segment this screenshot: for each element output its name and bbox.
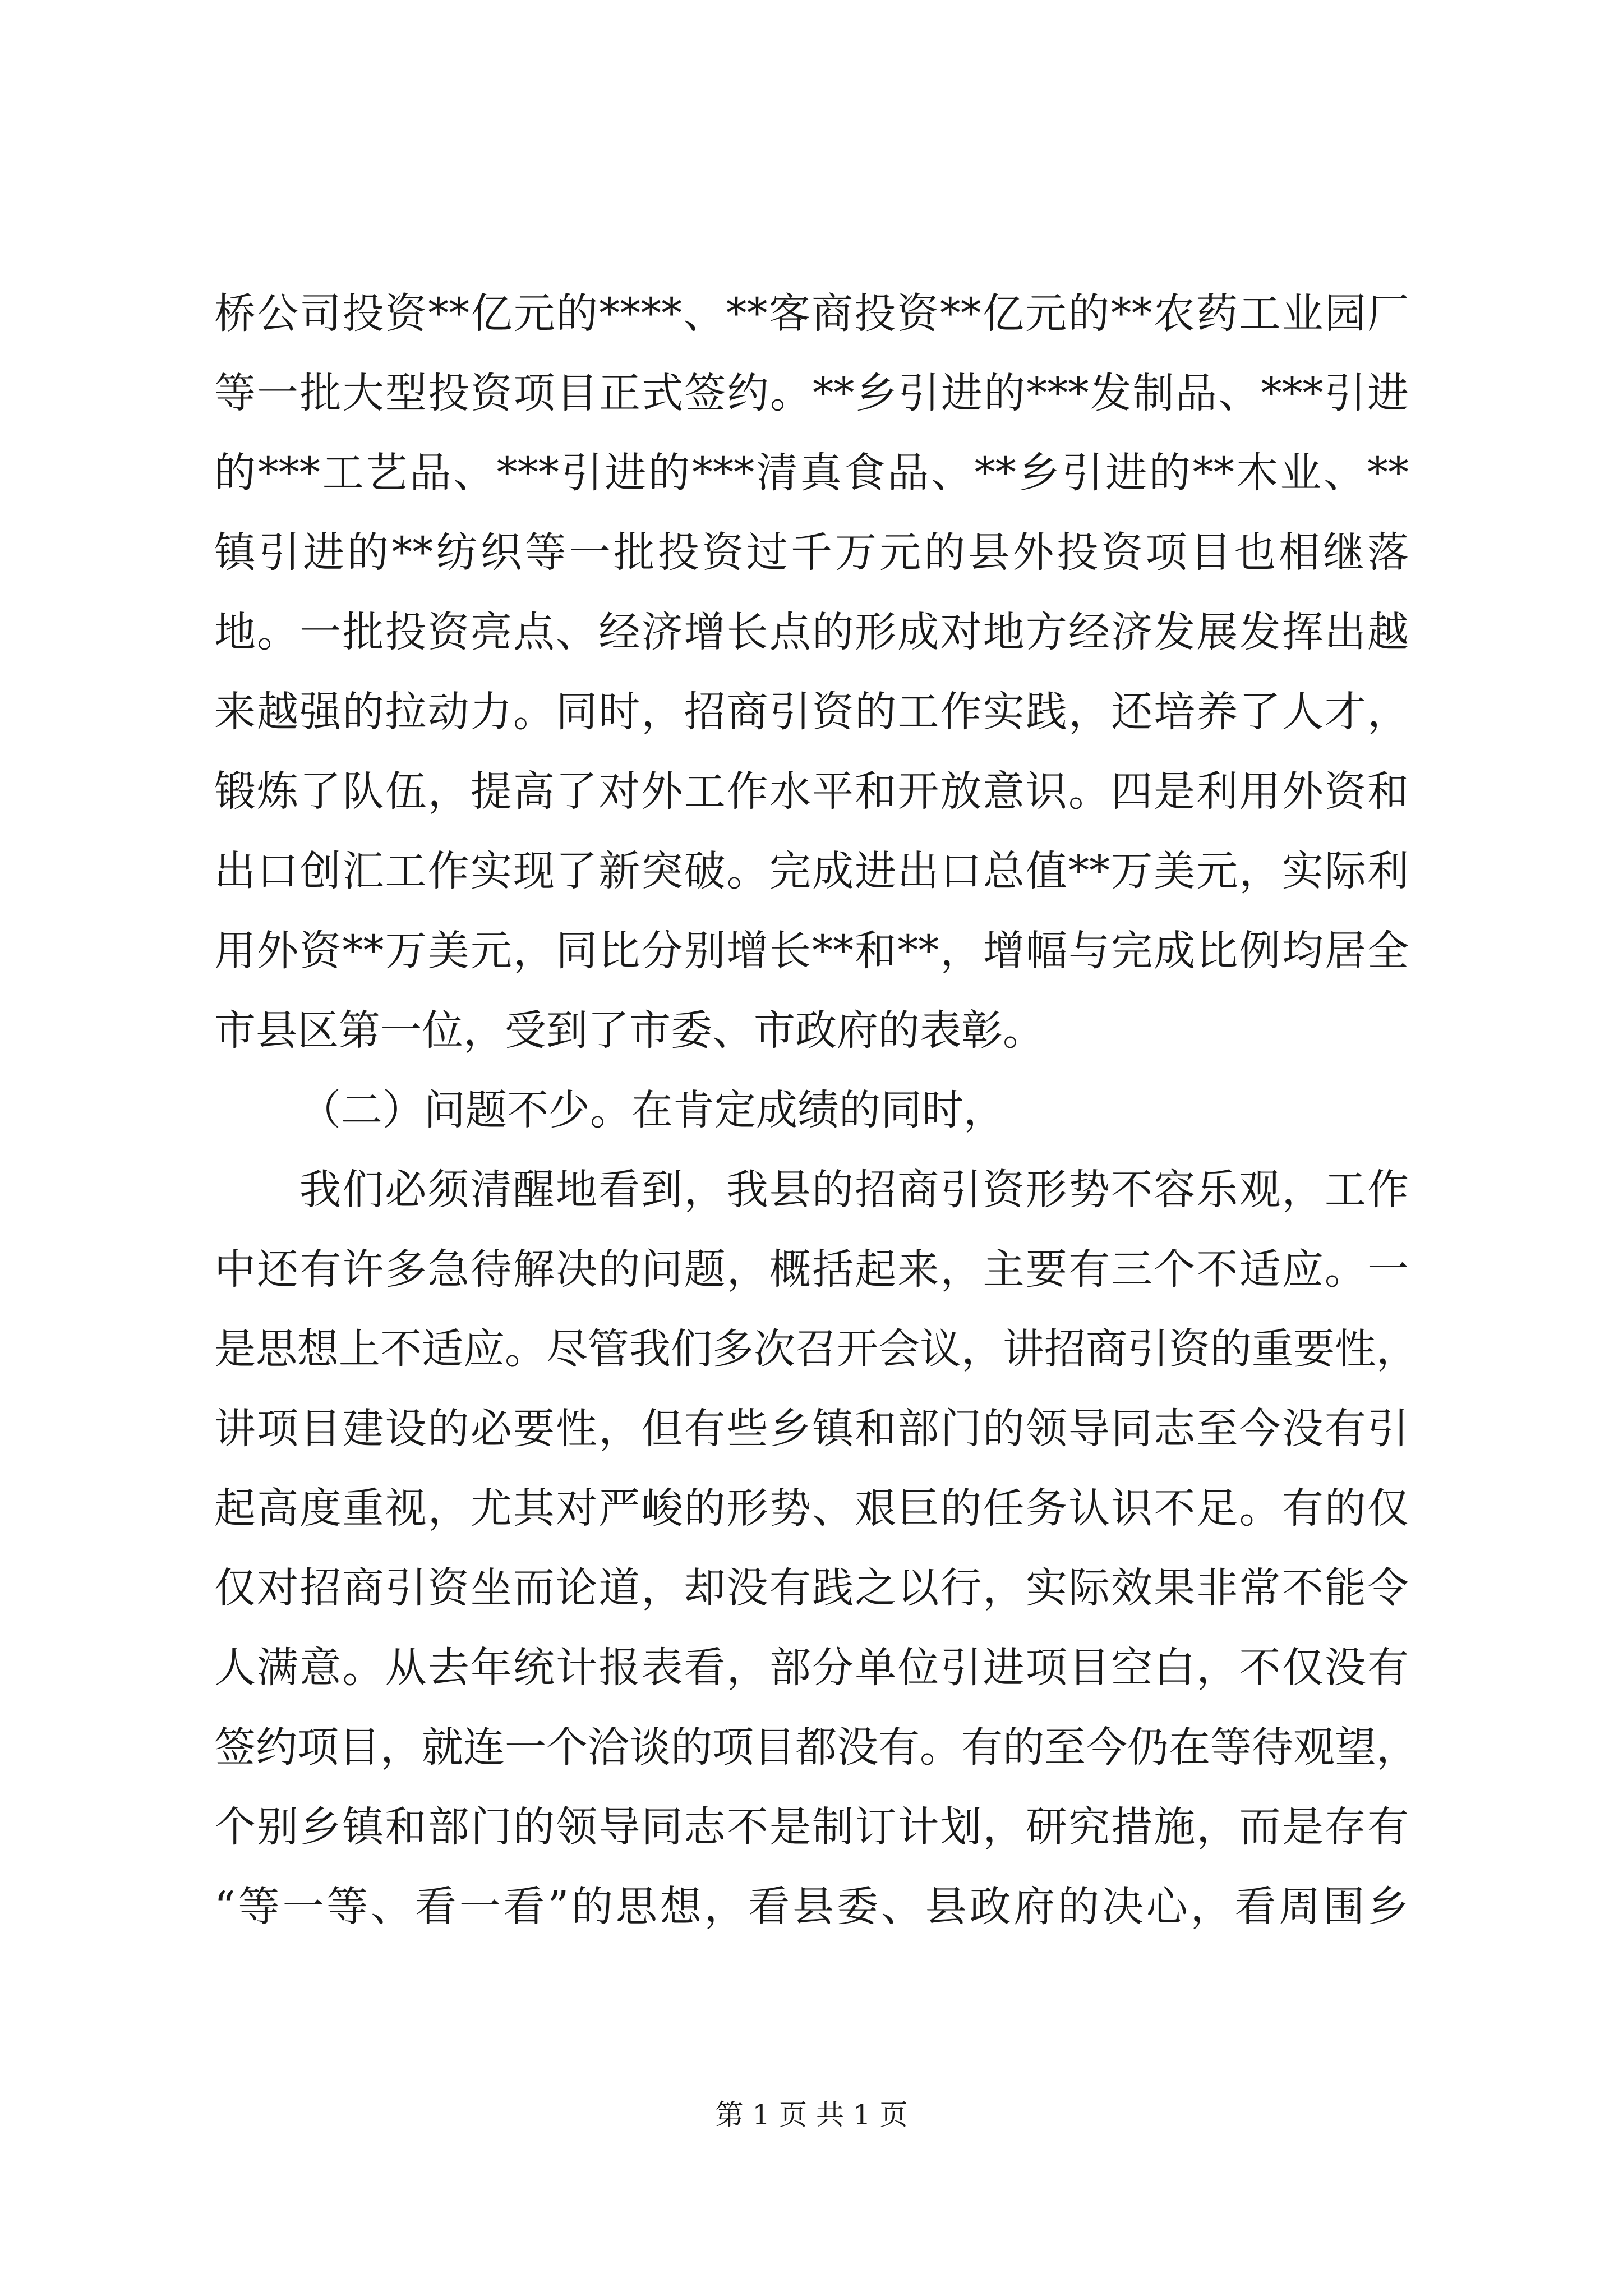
text-line: 出口创汇工作实现了新突破。完成进出口总值**万美元，实际利 <box>214 847 1409 895</box>
text-line: 讲项目建设的必要性，但有些乡镇和部门的领导同志至今没有引 <box>214 1405 1409 1453</box>
text-line: 用外资**万美元，同比分别增长**和**，增幅与完成比例均居全 <box>214 927 1409 975</box>
text-line: 市县区第一位，受到了市委、市政府的表彰。 <box>214 1006 1044 1055</box>
text-line: 等一批大型投资项目正式签约。**乡引进的***发制品、***引进 <box>214 369 1409 417</box>
text-line: （二）问题不少。在肯定成绩的同时， <box>299 1086 1005 1134</box>
page-footer: 第 1 页 共 1 页 <box>715 2099 908 2131</box>
text-line: 来越强的拉动力。同时，招商引资的工作实践，还培养了人才， <box>214 688 1409 736</box>
text-line: 中还有许多急待解决的问题，概括起来，主要有三个不适应。一 <box>214 1245 1409 1294</box>
text-line: “等一等、看一看”的思想，看县委、县政府的决心，看周围乡 <box>214 1883 1409 1931</box>
text-line: 的***工艺品、***引进的***清真食品、**乡引进的**木业、** <box>214 449 1409 497</box>
text-line: 人满意。从去年统计报表看，部分单位引进项目空白，不仅没有 <box>214 1644 1409 1692</box>
text-line: 起高度重视，尤其对严峻的形势、艰巨的任务认识不足。有的仅 <box>214 1484 1409 1533</box>
text-line: 签约项目，就连一个洽谈的项目都没有。有的至今仍在等待观望， <box>214 1723 1418 1772</box>
text-line: 仅对招商引资坐而论道，却没有践之以行，实际效果非常不能令 <box>214 1564 1409 1612</box>
text-line: 是思想上不适应。尽管我们多次召开会议，讲招商引资的重要性， <box>214 1325 1418 1373</box>
text-line: 桥公司投资**亿元的****、**客商投资**亿元的**农药工业园厂 <box>214 289 1409 338</box>
text-line: 镇引进的**纺织等一批投资过千万元的县外投资项目也相继落 <box>214 528 1409 577</box>
text-line: 锻炼了队伍，提高了对外工作水平和开放意识。四是利用外资和 <box>214 767 1409 816</box>
document-body <box>214 274 1418 1947</box>
text-line: 个别乡镇和部门的领导同志不是制订计划，研究措施，而是存有 <box>214 1803 1409 1851</box>
text-line: 我们必须清醒地看到，我县的招商引资形势不容乐观，工作 <box>299 1166 1409 1214</box>
text-line: 地。一批投资亮点、经济增长点的形成对地方经济发展发挥出越 <box>214 608 1409 656</box>
